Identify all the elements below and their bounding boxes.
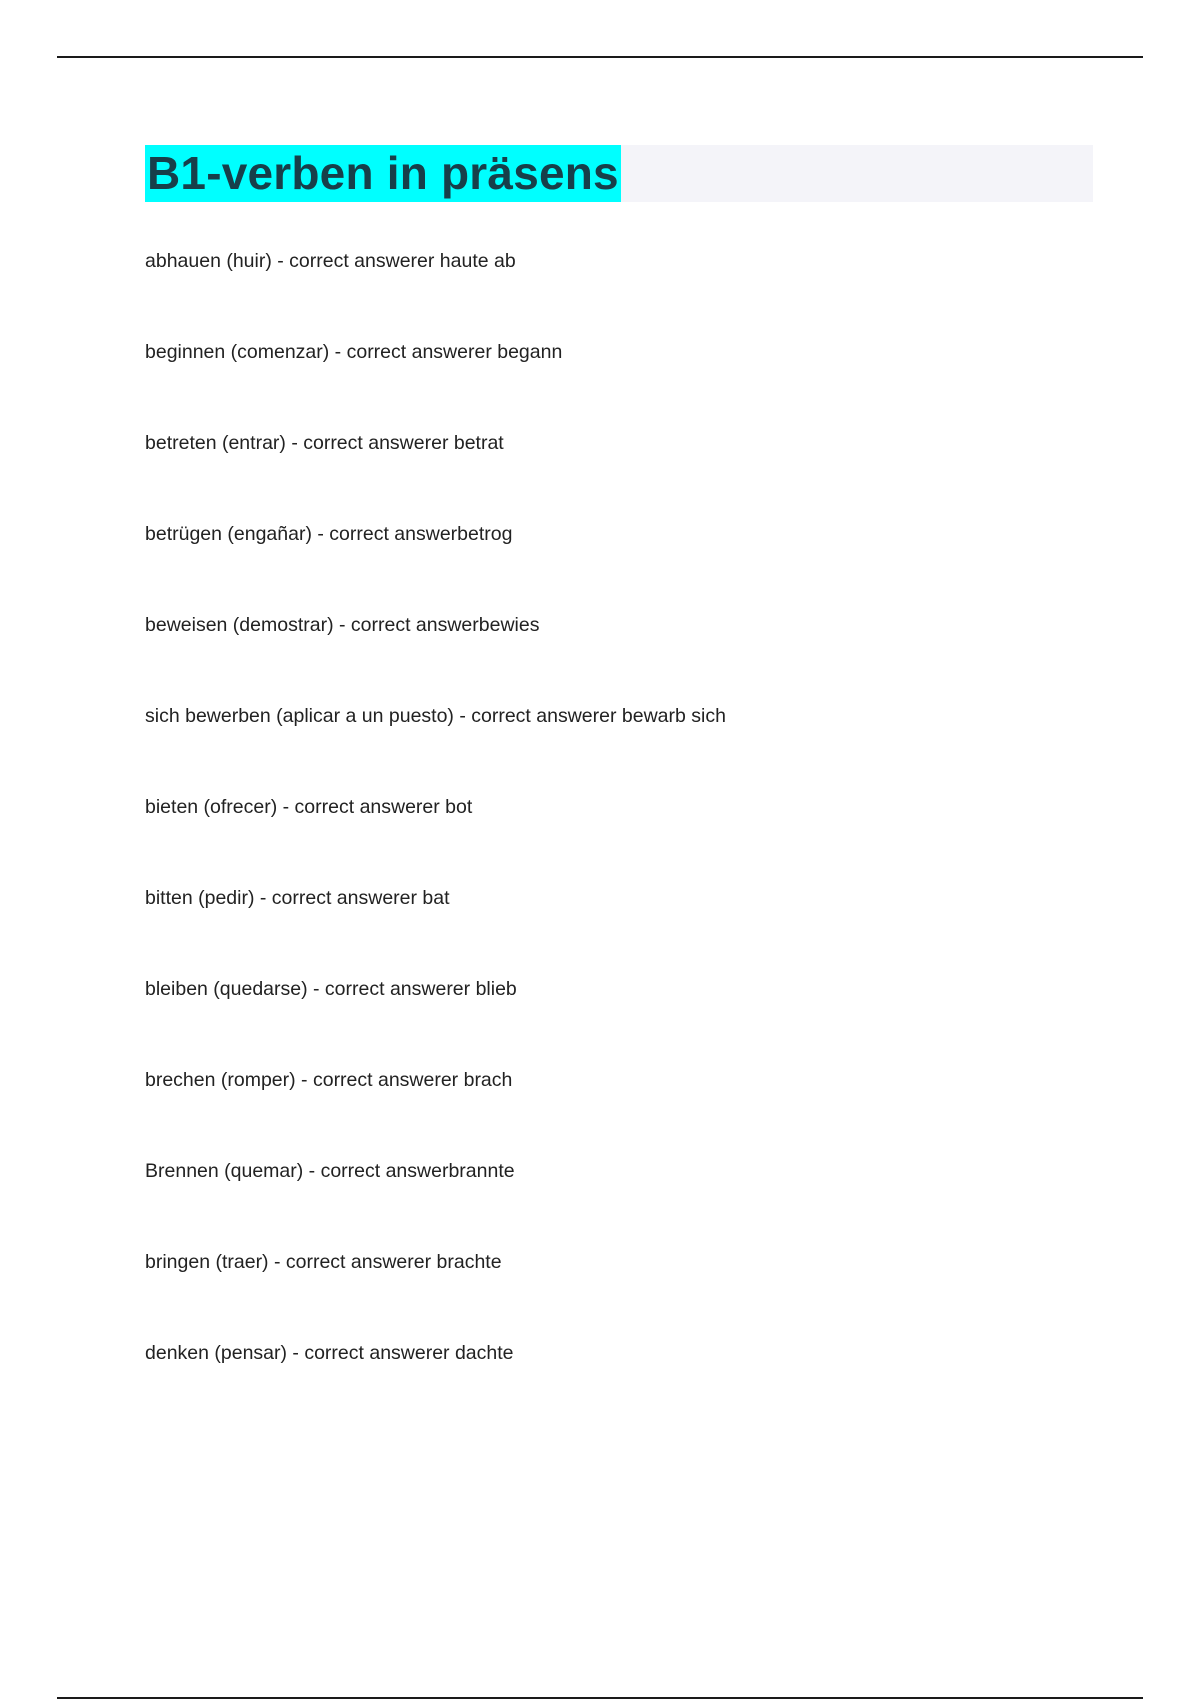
verb-entry: Brennen (quemar) - correct answerbrannte: [145, 1160, 515, 1182]
page-top-rule: [57, 56, 1143, 58]
verb-entry: bitten (pedir) - correct answerer bat: [145, 887, 450, 909]
verb-entry-list: [145, 241, 726, 1424]
verb-entry: denken (pensar) - correct answerer dachte: [145, 1342, 514, 1364]
verb-entry: brechen (romper) - correct answerer brach: [145, 1069, 513, 1091]
verb-entry: bleiben (quedarse) - correct answerer blieb: [145, 978, 517, 1000]
verb-entry: beweisen (demostrar) - correct answerbewies: [145, 614, 540, 636]
verb-entry: sich bewerben (aplicar a un puesto) - correct answerer bewarb sich: [145, 705, 726, 727]
verb-entry: abhauen (huir) - correct answerer haute ab: [145, 250, 516, 272]
verb-entry: betrügen (engañar) - correct answerbetrog: [145, 523, 513, 545]
verb-entry: bieten (ofrecer) - correct answerer bot: [145, 796, 473, 818]
verb-entry: beginnen (comenzar) - correct answerer begann: [145, 341, 563, 363]
page-bottom-rule: [57, 1697, 1143, 1699]
verb-entry: betreten (entrar) - correct answerer betrat: [145, 432, 504, 454]
document-title: B1-verben in präsens: [145, 145, 621, 202]
verb-entry: bringen (traer) - correct answerer brachte: [145, 1251, 502, 1273]
